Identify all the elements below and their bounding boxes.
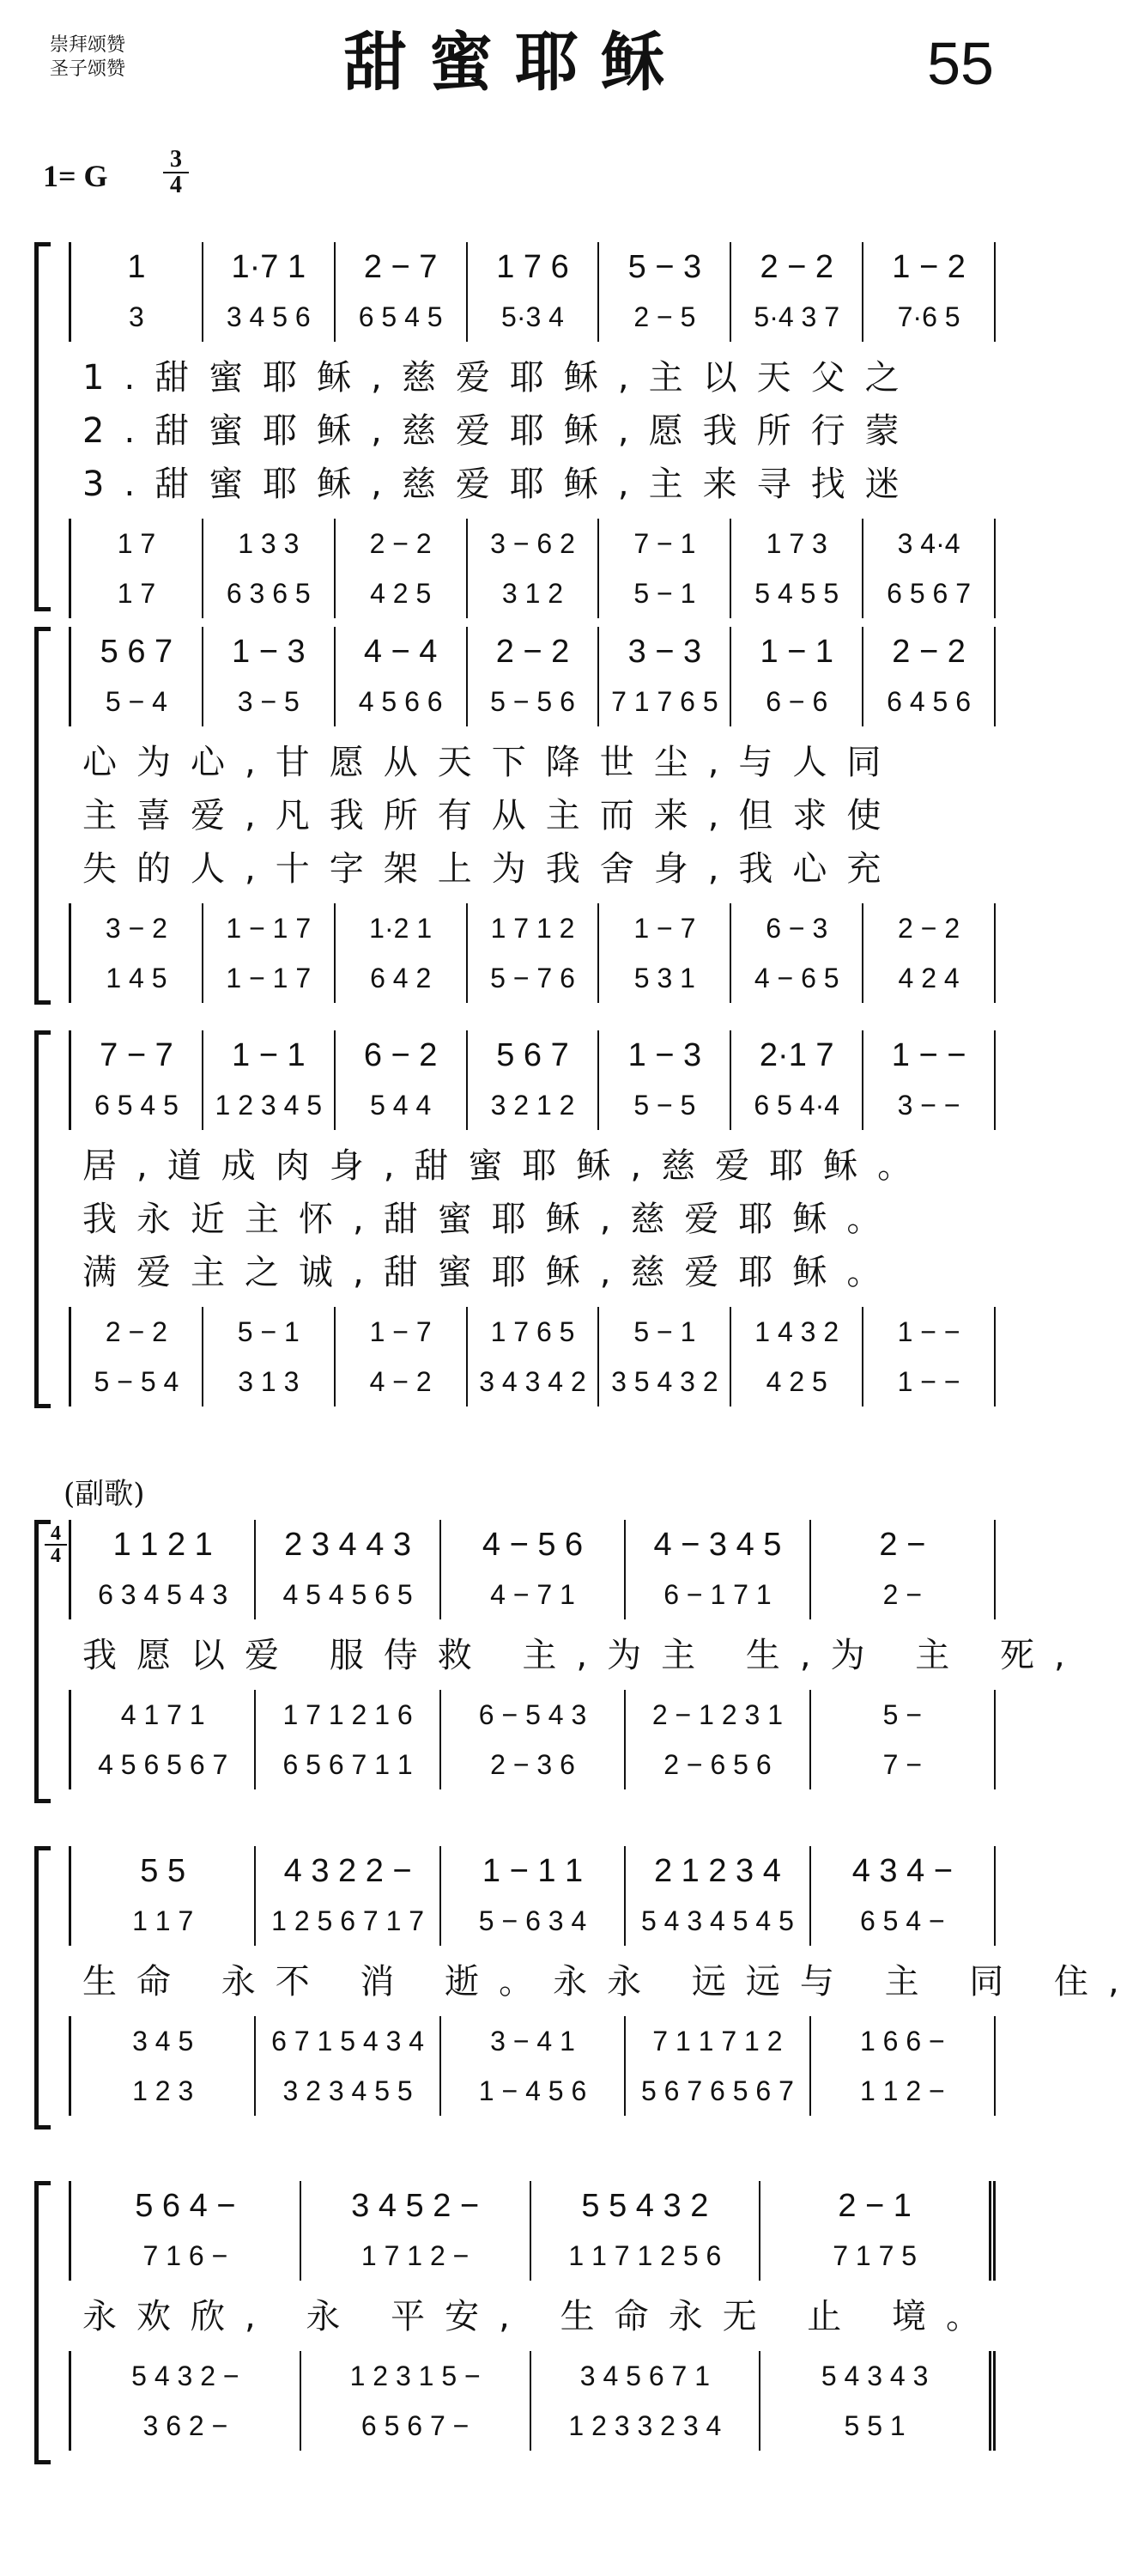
measure: 1 − − — [863, 1030, 996, 1080]
measure: 4 5 6 5 6 7 — [71, 1740, 256, 1789]
measure: 7 − 1 — [599, 519, 731, 568]
measure: 6 − 6 — [731, 677, 863, 726]
staff-row — [69, 1080, 996, 1130]
measure: 6 − 2 — [336, 1030, 468, 1080]
measure: 6 5 6 7 − — [301, 2401, 531, 2451]
category-label-son: 圣子颂赞 — [50, 58, 126, 80]
staff-row — [69, 2181, 996, 2231]
system-bracket — [34, 1846, 51, 2129]
lyric-line: 1.甜蜜耶稣,慈爱耶稣,主以天父之 — [82, 358, 919, 398]
measure: 2 − 2 — [336, 519, 468, 568]
lyric-line: 我愿以爱 服侍救 主,为主 生,为 主 死, — [82, 1636, 1085, 1675]
measure: 3 − 4 1 — [441, 2016, 626, 2066]
measure: 1 2 3 1 5 − — [301, 2351, 531, 2401]
measure: 6 5 4 − — [811, 1896, 996, 1946]
system-bracket — [34, 242, 51, 611]
measure: 7 − — [811, 1740, 996, 1789]
measure: 2 − 3 6 — [441, 1740, 626, 1789]
measure: 5 6 7 6 5 6 7 — [626, 2066, 810, 2116]
measure: 1·7 1 — [203, 242, 336, 292]
measure: 6 − 5 4 3 — [441, 1690, 626, 1740]
measure: 5 6 4 − — [71, 2181, 301, 2231]
measure: 6 5 6 7 1 1 — [256, 1740, 440, 1789]
measure: 4 2 5 — [336, 568, 468, 618]
measure: 1 − 7 — [599, 903, 731, 953]
measure: 7 1 1 7 1 2 — [626, 2016, 810, 2066]
measure: 1 − 3 — [203, 627, 336, 677]
lyric-line: 满爱主之诚,甜蜜耶稣,慈爱耶稣。 — [82, 1253, 901, 1292]
measure: 2 − 5 — [599, 292, 731, 342]
measure: 2 1 2 3 4 — [626, 1846, 810, 1896]
measure: 5 4 3 4 3 — [760, 2351, 996, 2401]
measure: 7 1 7 6 5 — [599, 677, 731, 726]
measure: 3 4 5 — [71, 2016, 256, 2066]
measure: 1 1 7 1 2 5 6 — [531, 2231, 761, 2281]
measure: 4 2 5 — [731, 1357, 863, 1406]
measure: 2 − — [811, 1520, 996, 1570]
time-signature-top: 3 — [170, 146, 182, 173]
lyric-line: 3.甜蜜耶稣,慈爱耶稣,主来寻找迷 — [82, 465, 919, 504]
staff-row — [69, 2401, 996, 2451]
measure: 6 5 4·4 — [731, 1080, 863, 1130]
measure: 5·3 4 — [468, 292, 600, 342]
measure: 3 2 3 4 5 5 — [256, 2066, 440, 2116]
measure: 1 − 1 1 — [441, 1846, 626, 1896]
measure: 1 − 1 — [203, 1030, 336, 1080]
category-label-worship: 崇拜颂赞 — [50, 34, 126, 56]
staff-row — [69, 2016, 996, 2066]
measure: 2 − 2 — [468, 627, 600, 677]
staff-row — [69, 1520, 996, 1570]
system-bracket — [34, 2181, 51, 2464]
measure: 2 − — [811, 1570, 996, 1619]
system-bracket — [34, 627, 51, 1005]
measure: 6 3 6 5 — [203, 568, 336, 618]
measure: 1 2 3 4 5 — [203, 1080, 336, 1130]
staff-row — [69, 1307, 996, 1357]
measure: 2 − 1 2 3 1 — [626, 1690, 810, 1740]
measure: 6 4 5 6 — [863, 677, 996, 726]
measure: 3 − 6 2 — [468, 519, 600, 568]
measure: 2 − 2 — [863, 627, 996, 677]
measure: 1 2 5 6 7 1 7 — [256, 1896, 440, 1946]
measure: 5·4 3 7 — [731, 292, 863, 342]
measure: 6 7 1 5 4 3 4 — [256, 2016, 440, 2066]
measure: 6 5 6 7 — [863, 568, 996, 618]
measure: 5 − 1 — [203, 1307, 336, 1357]
measure: 5 − 1 — [599, 568, 731, 618]
lyric-line: 主喜爱,凡我所有从主而来,但求使 — [82, 796, 901, 835]
measure: 5 5 1 — [760, 2401, 996, 2451]
measure: 1 − − — [863, 1307, 996, 1357]
measure: 7 1 7 5 — [760, 2231, 996, 2281]
measure: 3 6 2 − — [71, 2401, 301, 2451]
measure: 5 4 5 5 — [731, 568, 863, 618]
measure: 7·6 5 — [863, 292, 996, 342]
measure: 5 − 1 — [599, 1307, 731, 1357]
score-system — [34, 1030, 996, 1408]
lyric-line: 永欢欣, 永 平安, 生命永无 止 境。 — [82, 2297, 1001, 2336]
staff-row — [69, 1357, 996, 1406]
measure: 4 3 4 − — [811, 1846, 996, 1896]
staff-row — [69, 953, 996, 1003]
measure: 2 3 4 4 3 — [256, 1520, 440, 1570]
staff-row — [69, 1846, 996, 1896]
measure: 4 − 2 — [336, 1357, 468, 1406]
measure: 6 4 2 — [336, 953, 468, 1003]
measure: 2 − 6 5 6 — [626, 1740, 810, 1789]
staff-row — [69, 2351, 996, 2401]
measure: 5 5 4 3 2 — [531, 2181, 761, 2231]
measure: 5 − 6 3 4 — [441, 1896, 626, 1946]
measure: 5 6 7 — [468, 1030, 600, 1080]
measure: 3 5 4 3 2 — [599, 1357, 731, 1406]
measure: 3 — [71, 292, 203, 342]
measure: 5 6 7 — [71, 627, 203, 677]
measure: 1·2 1 — [336, 903, 468, 953]
measure: 1 1 2 1 — [71, 1520, 256, 1570]
measure: 3 − 2 — [71, 903, 203, 953]
measure: 6 5 4 5 — [71, 1080, 203, 1130]
measure: 1 − − — [863, 1357, 996, 1406]
measure: 1 − 1 — [731, 627, 863, 677]
measure: 3 1 2 — [468, 568, 600, 618]
staff-row — [69, 1690, 996, 1740]
lyric-line: 生命 永不 消 逝。永永 远远与 主 同 住, — [82, 1962, 1139, 2002]
hymn-title: 甜蜜耶稣 — [343, 26, 687, 100]
measure: 3 − 5 — [203, 677, 336, 726]
hymn-number: 55 — [927, 30, 994, 97]
measure: 2 − 7 — [336, 242, 468, 292]
measure: 1 7 3 — [731, 519, 863, 568]
measure: 5 4 4 — [336, 1080, 468, 1130]
measure: 4 1 7 1 — [71, 1690, 256, 1740]
measure: 1 7 6 — [468, 242, 600, 292]
measure: 5 − 5 6 — [468, 677, 600, 726]
measure: 3 4 5 6 — [203, 292, 336, 342]
measure: 1 7 1 2 − — [301, 2231, 531, 2281]
staff-row — [69, 242, 996, 292]
measure: 5 − 7 6 — [468, 953, 600, 1003]
staff-row — [69, 1570, 996, 1619]
measure: 6 3 4 5 4 3 — [71, 1570, 256, 1619]
measure: 1 − 3 — [599, 1030, 731, 1080]
measure: 6 5 4 5 — [336, 292, 468, 342]
measure: 2 − 2 — [731, 242, 863, 292]
measure: 6 − 3 — [731, 903, 863, 953]
measure: 1 − 2 — [863, 242, 996, 292]
measure: 1 7 — [71, 519, 203, 568]
measure: 5 4 3 2 − — [71, 2351, 301, 2401]
measure: 2 − 2 — [71, 1307, 203, 1357]
system-bracket — [34, 1030, 51, 1408]
measure: 3 1 3 — [203, 1357, 336, 1406]
score-system — [34, 2181, 1001, 2464]
time-signature — [163, 148, 189, 197]
measure: 4 − 3 4 5 — [626, 1520, 810, 1570]
staff-row — [69, 903, 996, 953]
staff-row — [69, 2231, 996, 2281]
staff-row — [69, 1030, 996, 1080]
measure: 5 − 3 — [599, 242, 731, 292]
chorus-time-signature-top: 4 — [51, 1522, 61, 1545]
measure: 1 7 — [71, 568, 203, 618]
lyric-line: 2.甜蜜耶稣,慈爱耶稣,愿我所行蒙 — [82, 411, 919, 451]
measure: 1 3 3 — [203, 519, 336, 568]
measure: 1 6 6 − — [811, 2016, 996, 2066]
measure: 4 5 6 6 — [336, 677, 468, 726]
staff-row — [69, 1896, 996, 1946]
measure: 1 1 7 — [71, 1896, 256, 1946]
staff-row — [69, 1740, 996, 1789]
measure: 1 − 1 7 — [203, 903, 336, 953]
measure: 4 2 4 — [863, 953, 996, 1003]
measure: 2·1 7 — [731, 1030, 863, 1080]
measure: 5 − 5 — [599, 1080, 731, 1130]
measure: 3 4 3 4 2 — [468, 1357, 600, 1406]
lyric-line: 心为心,甘愿从天下降世尘,与人同 — [82, 743, 901, 782]
score-system — [34, 242, 996, 611]
staff-row — [69, 292, 996, 342]
measure: 7 − 7 — [71, 1030, 203, 1080]
measure: 7 1 6 − — [71, 2231, 301, 2281]
measure: 3 4·4 — [863, 519, 996, 568]
measure: 4 5 4 5 6 5 — [256, 1570, 440, 1619]
staff-row — [69, 677, 996, 726]
measure: 3 4 5 6 7 1 — [531, 2351, 761, 2401]
measure: 5 3 1 — [599, 953, 731, 1003]
measure: 5 − — [811, 1690, 996, 1740]
time-signature-bottom: 4 — [163, 172, 189, 197]
score-system — [34, 1520, 1085, 1803]
measure: 1 2 3 — [71, 2066, 256, 2116]
measure: 1 — [71, 242, 203, 292]
measure: 1 4 5 — [71, 953, 203, 1003]
chorus-time-signature-bottom: 4 — [45, 1544, 67, 1566]
measure: 2 − 1 — [760, 2181, 996, 2231]
lyric-line: 我永近主怀,甜蜜耶稣,慈爱耶稣。 — [82, 1200, 901, 1239]
measure: 1 7 6 5 — [468, 1307, 600, 1357]
system-bracket — [34, 1520, 51, 1803]
staff-row — [69, 2066, 996, 2116]
measure: 5 − 4 — [71, 677, 203, 726]
measure: 5 − 5 4 — [71, 1357, 203, 1406]
measure: 1 7 1 2 1 6 — [256, 1690, 440, 1740]
measure: 1 7 1 2 — [468, 903, 600, 953]
measure: 1 − 4 5 6 — [441, 2066, 626, 2116]
score-system — [34, 627, 996, 1005]
measure: 5 4 3 4 5 4 5 — [626, 1896, 810, 1946]
lyric-line: 失的人,十字架上为我舍身,我心充 — [82, 849, 901, 889]
measure: 4 3 2 2 − — [256, 1846, 440, 1896]
measure: 3 − 3 — [599, 627, 731, 677]
measure: 6 − 1 7 1 — [626, 1570, 810, 1619]
measure: 3 − − — [863, 1080, 996, 1130]
measure: 2 − 2 — [863, 903, 996, 953]
measure: 1 2 3 3 2 3 4 — [531, 2401, 761, 2451]
chorus-label: (副歌) — [64, 1477, 145, 1511]
staff-row — [69, 627, 996, 677]
measure: 1 − 7 — [336, 1307, 468, 1357]
staff-row — [69, 519, 996, 568]
key-signature: 1= G — [43, 159, 108, 193]
measure: 1 − 1 7 — [203, 953, 336, 1003]
measure: 3 2 1 2 — [468, 1080, 600, 1130]
staff-row — [69, 568, 996, 618]
measure: 4 − 7 1 — [441, 1570, 626, 1619]
measure: 4 − 5 6 — [441, 1520, 626, 1570]
measure: 4 − 6 5 — [731, 953, 863, 1003]
measure: 3 4 5 2 − — [301, 2181, 531, 2231]
measure: 4 − 4 — [336, 627, 468, 677]
measure: 1 1 2 − — [811, 2066, 996, 2116]
score-system — [34, 1846, 1139, 2129]
measure: 1 4 3 2 — [731, 1307, 863, 1357]
lyric-line: 居,道成肉身,甜蜜耶稣,慈爱耶稣。 — [82, 1146, 932, 1186]
measure: 5 5 — [71, 1846, 256, 1896]
